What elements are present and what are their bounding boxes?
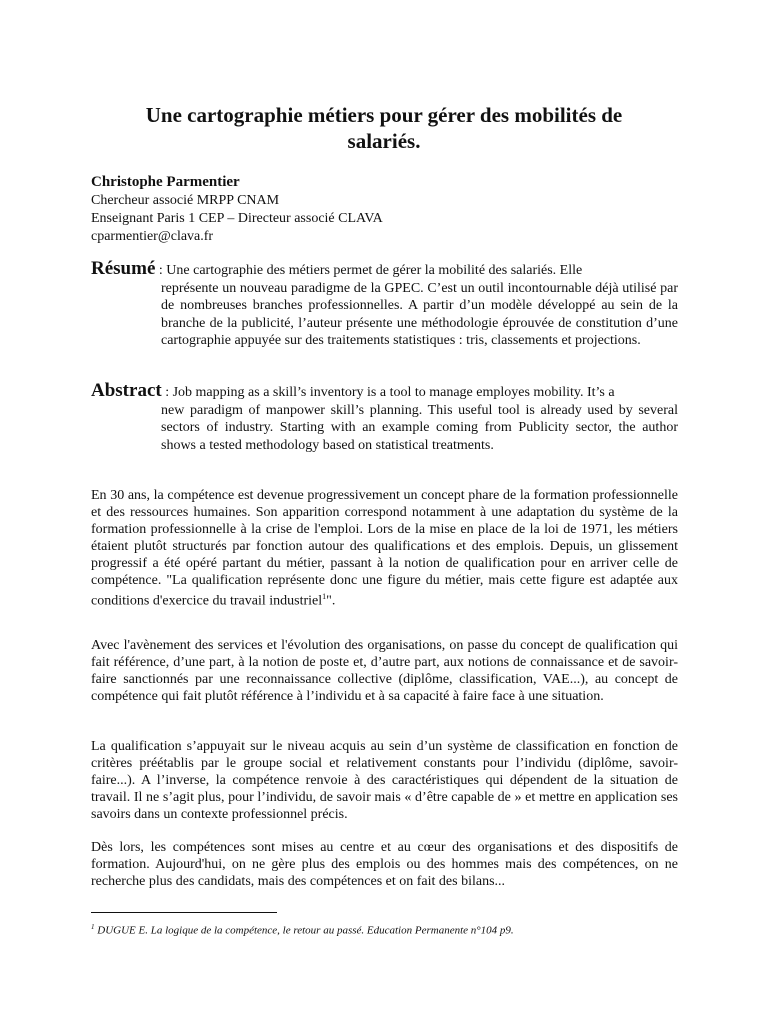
resume-first-line [91,260,678,280]
author-name: Christophe Parmentier [91,174,240,190]
paragraph-1-end: ". [326,594,336,610]
footnote-mark: 1 [91,923,95,931]
author-affiliation-2: Enseignant Paris 1 CEP – Directeur associé CLAVA [91,211,383,226]
resume-section [91,260,678,350]
abstract-section [91,382,678,454]
footnote-text: DUGUE E. La logique de la compétence, le retour au passé. Education Permanente n°104 p9. [94,924,514,937]
resume-intro: : Une cartographie des métiers permet de gérer la mobilité des salariés. Elle [155,263,583,278]
footnote-divider [91,912,277,913]
abstract-heading: Abstract [91,380,162,401]
author-block [91,173,691,246]
paragraph-1 [91,488,678,611]
footnote [91,920,678,938]
resume-heading: Résumé [91,258,156,279]
resume-body: représente un nouveau paradigme de la GPEC. C’est un outil incontournable déjà utilisé par de nombreuses branches professionnelles. A partir d’un modèle développé au sein de la branche de la publicité, l’auteur présente une méthodologie éprouvée de constitution d’une cartographie appuyée sur des traitements statistiques : tris, classements et projections. [161,280,678,349]
author-affiliation-1: Chercheur associé MRPP CNAM [91,193,280,208]
paragraph-4: Dès lors, les compétences sont mises au centre et au cœur des organisations et des dispositifs de formation. Aujourd'hui, on ne gère plus des emplois ou des hommes mais des compétences, on ne recherche plus des candidats, mais des compétences et on fait des bilans... [91,840,678,889]
abstract-body: new paradigm of manpower skill’s planning. This useful tool is already used by several sectors of industry. Starting with an example coming from Publicity sector, the author shows a tested methodology based on statistical treatments. [161,402,678,453]
paragraph-2: Avec l'avènement des services et l'évolution des organisations, on passe du concept de qualification qui fait référence, d’une part, à la notion de poste et, d’autre part, aux notions de connaissance et de savoir-faire sanctionnés par une reconnaissance collective (diplôme, classification, VAE...), au concept de compétence qui fait plutôt référence à l’individu et à sa capacité à faire face à une situation. [91,638,678,704]
paragraph-1-text: En 30 ans, la compétence est devenue progressivement un concept phare de la formation professionnelle et des ressources humaines. Son apparition correspond notamment à une adaptation du système de la formation professionnelle à la crise de l'emploi. Lors de la mise en place de la loi de 1971, les métiers étaient plutôt structurés par fonction autour des qualifications et des emplois. Depuis, un glissement progressif a été opéré partant du métier, passant à la notion de qualification pour en arriver celle de compétence. "La qualification représente donc une figure du métier, mais cette figure est adaptée aux conditions d'exercice du travail industriel [91,488,678,610]
author-email: cparmentier@clava.fr [91,229,214,244]
paragraph-3: La qualification s’appuyait sur le niveau acquis au sein d’un système de classification en fonction de critères préétablis par le groupe social et relativement constants pour l’individu (diplôme, savoir-faire...). A l’inverse, la compétence renvoie à des caractéristiques qui dépendent de la situation de travail. Il ne s’agit plus, pour l’individu, de savoir mais « d’être capable de » et mettre en application ses savoirs dans un contexte professionnel précis. [91,739,678,822]
abstract-intro: : Job mapping as a skill’s inventory is a tool to manage employes mobility. It’s a [161,385,615,400]
paper-title: Une cartographie métiers pour gérer des mobilités de salariés. [145,103,623,153]
abstract-first-line [91,382,678,402]
footnote-ref: 1 [322,592,327,602]
